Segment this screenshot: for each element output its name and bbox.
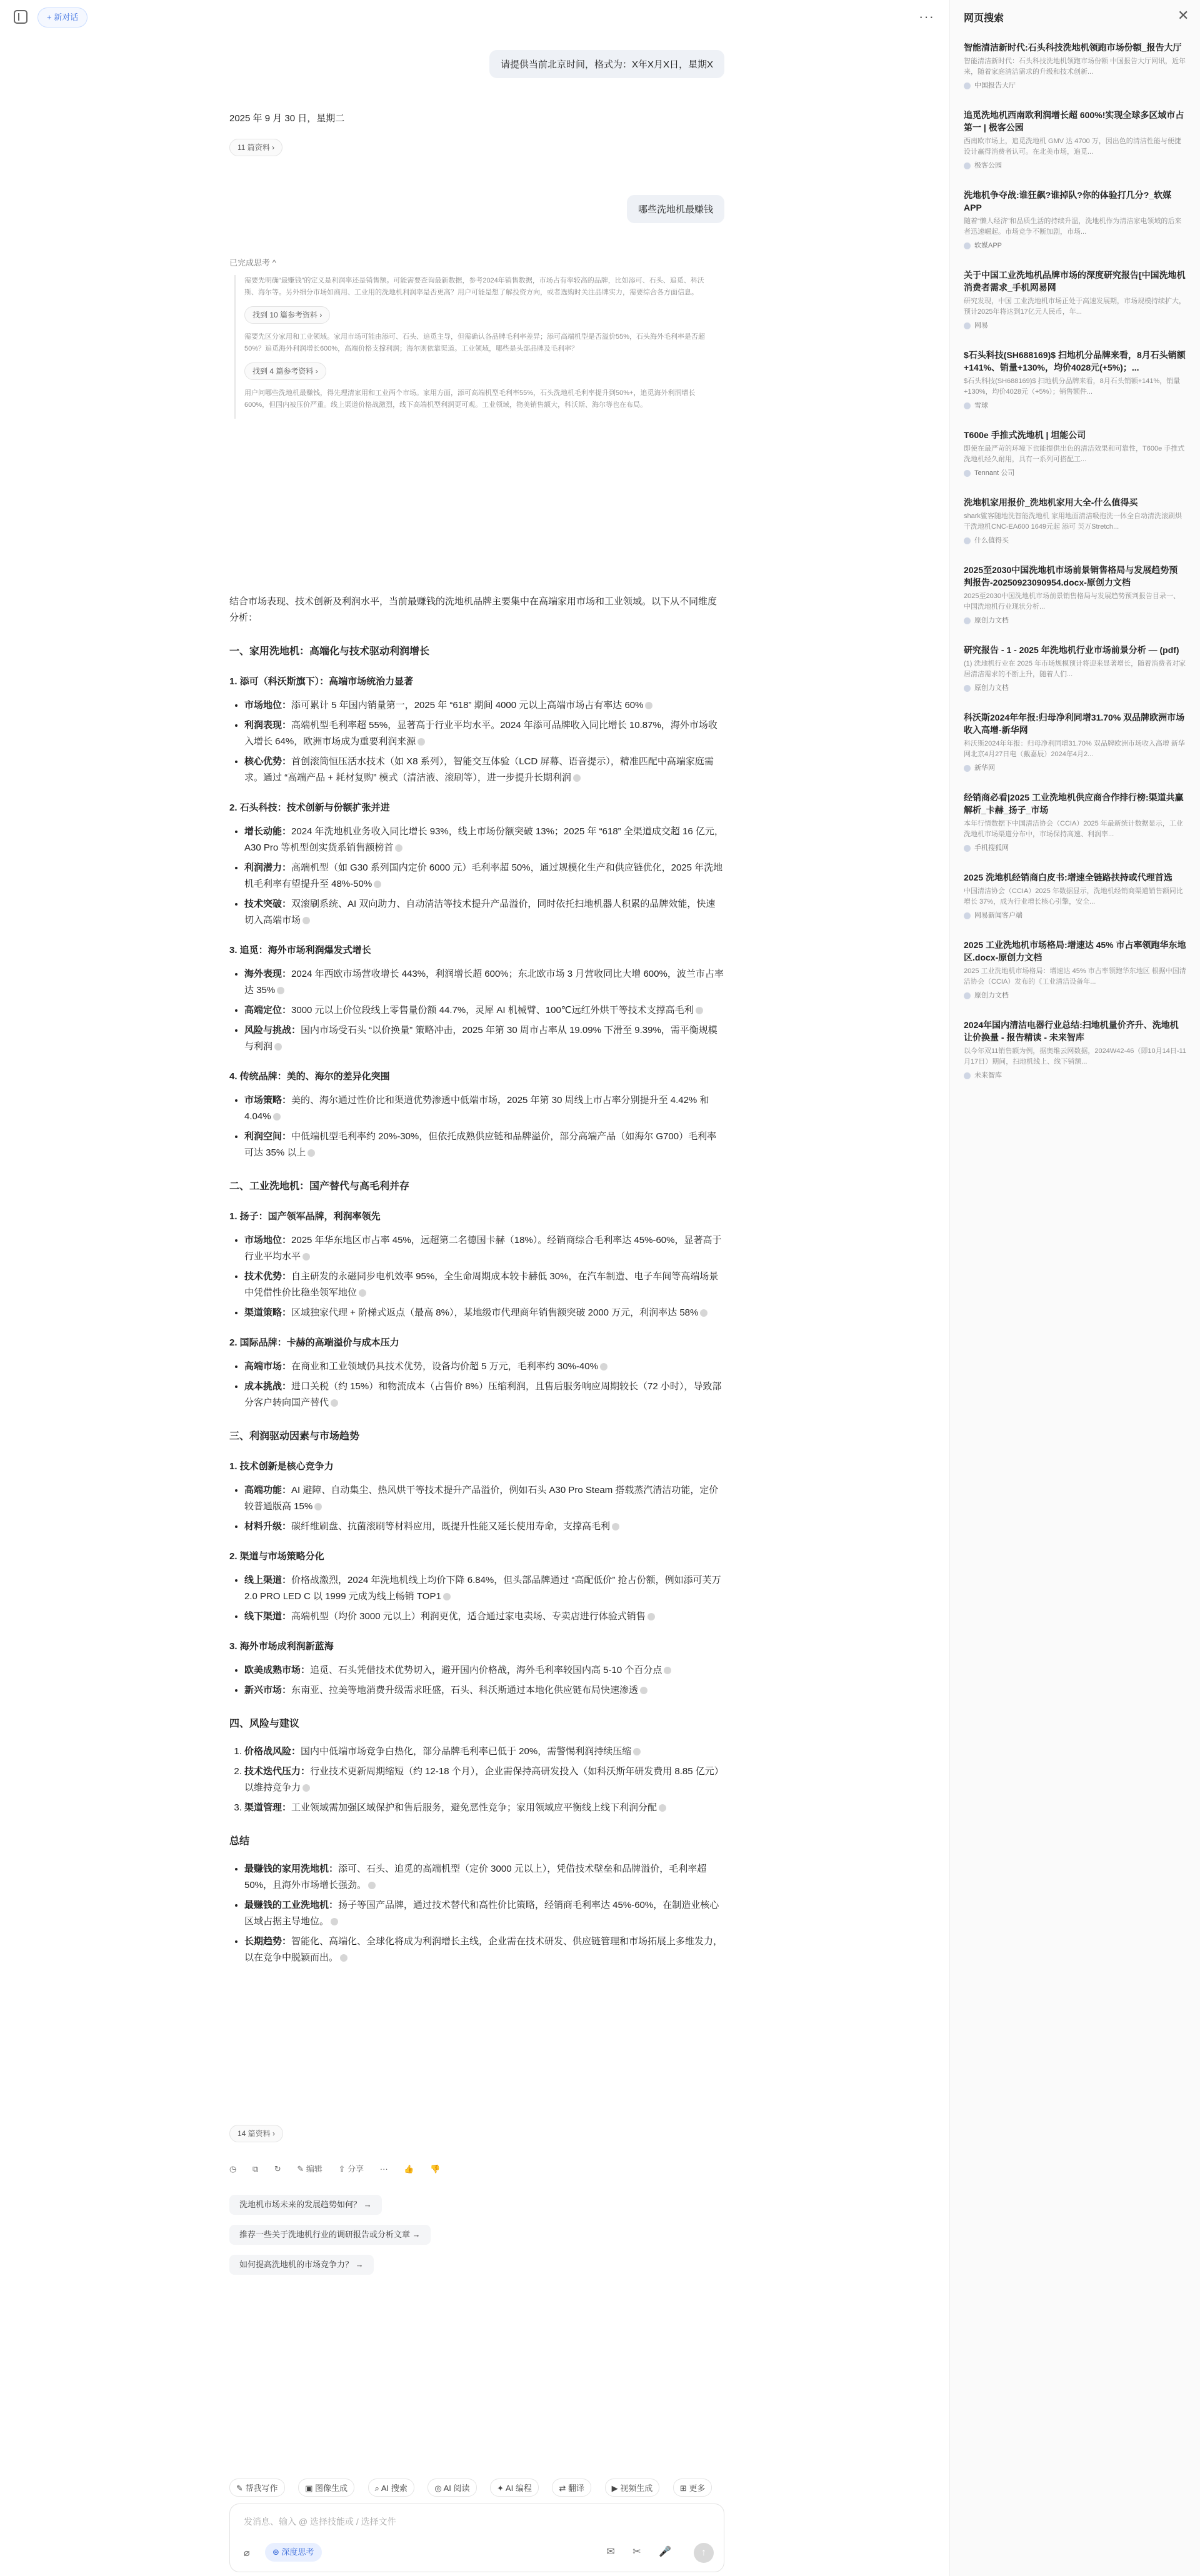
list-item — [244, 824, 724, 856]
source-favicon-icon — [964, 242, 971, 249]
message-composer — [229, 2504, 724, 2572]
item-text: 3000 元以上价位段线上零售量份额 44.7%，灵犀 AI 机械臂、100℃远红外烘干等技术支撑高毛利 — [291, 1005, 694, 1016]
source-favicon-icon — [964, 470, 971, 477]
result-title[interactable]: 智能清洁新时代:石头科技洗地机领跑市场份额_报告大厅 — [964, 42, 1182, 52]
result-title[interactable]: 研究报告 - 1 - 2025 年洗地机行业市场前景分析 — (pdf) — [964, 645, 1179, 655]
citation-icon[interactable] — [664, 1667, 671, 1674]
result-snippet: 西南欧市场上，追觅洗地机 GMV 达 4700 万，因出色的清洁性能与便捷设计赢得消费者认可。在北美市场，追觅... — [964, 137, 1181, 156]
result-snippet: (1) 洗地机行业在 2025 年市场规模预计将迎来显著增长，随着消费者对家居清洁需求的不断上升，随着人们... — [964, 660, 1186, 678]
item-text: 美的、海尔通过性价比和渠道优势渗透中低端市场，2025 年第 30 周线上市占率分别提升至 4.42% 和 4.04% — [244, 1095, 709, 1122]
source-name: 原创力文档 — [974, 617, 1009, 624]
assistant-answer-date: 2025 年 9 月 30 日，星期二 — [229, 113, 345, 124]
duplicate-icon[interactable]: ⧉ — [252, 2164, 259, 2174]
result-source — [964, 1070, 1186, 1080]
list-item — [244, 1379, 724, 1411]
item-label: 风险与挑战： — [244, 1025, 301, 1036]
list-item — [244, 1609, 724, 1625]
search-result[interactable] — [964, 269, 1186, 330]
item-label: 技术突破： — [244, 899, 292, 909]
deep-think-toggle[interactable]: ⊛ 深度思考 — [265, 2543, 322, 2562]
thumbs-up-icon[interactable]: 👍 — [404, 2164, 414, 2174]
bullet-list — [229, 1482, 724, 1535]
tool-video-gen[interactable]: ▶ 视频生成 — [605, 2479, 660, 2497]
search-result[interactable] — [964, 189, 1186, 250]
source-favicon-icon — [964, 322, 971, 329]
message-actions — [229, 2162, 454, 2174]
panel-title: 网页搜索 — [964, 13, 1004, 24]
search-result[interactable] — [964, 429, 1186, 477]
item-text: 扬子等国产品牌，通过技术替代和高性价比策略，经销商毛利率达 45%-60%，在制造业核心区域占据主导地位。 — [244, 1900, 719, 1927]
item-text: 高端机型（均价 3000 元以上）利润更优，适合通过家电卖场、专卖店进行体验式销售 — [291, 1611, 646, 1622]
search-result[interactable] — [964, 41, 1186, 90]
result-snippet: 本年行情数据下中国清洁协会（CCIA）2025 年最新统计数据显示，工业洗地机市场渠道分布中，市场保持高速、利润率... — [964, 820, 1183, 838]
attach-icon[interactable]: ⌀ — [244, 2548, 250, 2559]
result-title[interactable]: 经销商必看|2025 工业洗地机供应商合作排行榜:渠道共赢解析_卡赫_扬子_市场 — [964, 792, 1184, 815]
item-label: 新兴市场： — [244, 1685, 292, 1695]
item-text: 国内中低端市场竞争白热化，部分品牌毛利率已低于 20%，需警惕利润持续压缩 — [301, 1746, 632, 1757]
item-text: 在商业和工业领域仍具技术优势，设备均价超 5 万元，毛利率约 30%-40% — [291, 1361, 598, 1372]
result-source — [964, 320, 1186, 330]
item-text: 国内市场受石头 “以价换量” 策略冲击，2025 年第 30 周市占率从 19.09% 下滑至 9.39%，需平衡规模与利润 — [244, 1025, 718, 1052]
result-source — [964, 535, 1186, 545]
thinking-text: 需要先明确“最赚钱”的定义是利润率还是销售额。可能需要查询最新数据，参考2024年销售数据，市场占有率较高的品牌，比如添可、石头、追觅、科沃斯、海尔等。另外细分市场如商用、工业用的洗地机利润率是否更高？用户可能是想了解投资方向，或者选购时关注品牌实力，需要综合各方面信息。 — [244, 277, 704, 296]
source-favicon-icon — [964, 537, 971, 544]
thinking-sources-chip[interactable]: 找到 10 篇参考资料 › — [244, 306, 330, 324]
item-label: 最赚钱的工业洗地机： — [244, 1900, 339, 1910]
source-name: 软媒APP — [974, 242, 1002, 249]
list-item — [244, 1269, 724, 1301]
item-text: 高端机型毛利率超 55%，显著高于行业平均水平。2024 年添可品牌收入同比增长 10.87%，海外市场收入增长 64%，欧洲市场成为重要利润来源 — [244, 720, 718, 747]
item-text: 添可、石头、追觅的高端机型（定价 3000 元以上），凭借技术壁垒和品牌溢价，毛利率超 50%，且海外市场增长强劲。 — [244, 1864, 707, 1890]
result-snippet: 中国清洁协会（CCIA）2025 年数据显示，洗地机经销商渠道销售额同比增长 37%，成为行业增长核心引擎，安全... — [964, 887, 1183, 906]
result-title[interactable]: T600e 手推式洗地机 | 坦能公司 — [964, 430, 1086, 440]
citation-icon[interactable] — [443, 1593, 451, 1600]
result-snippet: 即使在最严苛的环境下也能提供出色的清洁效果和可靠性，T600e 手推式洗地机经久耐用，具有一系列可搭配工... — [964, 445, 1185, 463]
source-name: 新华网 — [974, 764, 995, 772]
citation-icon[interactable] — [331, 1918, 338, 1925]
result-title[interactable]: $石头科技(SH688169)$ 扫地机分品牌来看，8月石头销额+141%、销量+130%，均价4028元(+5%)；... — [964, 350, 1186, 372]
result-snippet: 研究发现，中国 工业洗地机市场正处于高速发展期，市场规模持续扩大，预计2025年将达到17亿元人民币，年... — [964, 297, 1186, 316]
result-snippet: shark鲨客随地洗智能洗地机 家用地面清洁吸拖洗一体全自动清洗滚刷烘干洗地机CNC-EA600 1649元起 添可 芙万Stretch... — [964, 512, 1182, 531]
citation-icon[interactable] — [277, 987, 284, 994]
list-item — [244, 966, 724, 999]
search-result[interactable] — [964, 496, 1186, 545]
list-item — [244, 1129, 724, 1161]
item-label: 最赚钱的家用洗地机： — [244, 1864, 339, 1874]
bullet-list — [229, 824, 724, 929]
item-text: 追觅、石头凭借技术优势切入，避开国内价格战，海外毛利率较国内高 5-10 个百分点 — [310, 1665, 662, 1675]
result-source — [964, 615, 1186, 625]
search-result[interactable] — [964, 1019, 1186, 1080]
source-name: 网易新闻客户端 — [974, 912, 1022, 919]
item-label: 渠道策略： — [244, 1307, 292, 1318]
item-label: 线下渠道： — [244, 1611, 292, 1622]
bullet-list — [229, 1092, 724, 1161]
list-item — [244, 1662, 724, 1679]
bullet-list — [229, 1572, 724, 1625]
user-message: 请提供当前北京时间，格式为：X年X月X日，星期X — [489, 50, 724, 78]
section-heading: 总结 — [229, 1836, 250, 1847]
result-title[interactable]: 科沃斯2024年年报:归母净利同增31.70% 双品牌欧洲市场收入高增-新华网 — [964, 712, 1185, 735]
result-title[interactable]: 2025 洗地机经销商白皮书:增速全链路扶持或代理首选 — [964, 872, 1172, 882]
composer-tool-icons[interactable]: ✉ ✂ 🎤 — [606, 2547, 679, 2557]
source-name: 未来智库 — [974, 1072, 1002, 1079]
suggested-question[interactable]: 洗地机市场未来的发展趋势如何？ → — [229, 2195, 382, 2215]
result-title[interactable]: 洗地机争夺战:谁狂飙?谁掉队?你的体验打几分?_软媒APP — [964, 190, 1172, 212]
source-name: 网易 — [974, 322, 988, 329]
suggested-question[interactable]: 如何提高洗地机的市场竞争力？ → — [229, 2255, 374, 2275]
new-chat-button[interactable]: + 新对话 — [38, 7, 88, 27]
item-text: 工业领域需加强区域保护和售后服务，避免恶性竞争；家用领域应平衡线上线下利润分配 — [291, 1802, 658, 1813]
result-title[interactable]: 2025至2030中国洗地机市场前景销售格局与发展趋势预判报告-20250923090954.docx-原创力文档 — [964, 565, 1178, 587]
item-label: 高端定位： — [244, 1005, 292, 1016]
item-label: 高端功能： — [244, 1485, 292, 1495]
item-label: 渠道管理： — [244, 1802, 292, 1813]
source-favicon-icon — [964, 765, 971, 772]
result-title[interactable]: 关于中国工业洗地机品牌市场的深度研究报告[中国洗地机消费者需求_手机网易网 — [964, 270, 1186, 292]
list-item — [244, 896, 724, 929]
result-snippet: 2025 工业洗地机市场格局：增速达 45% 市占率领跑华东地区 根据中国清洁协会（CCIA）发布的《工业清洁设备年... — [964, 967, 1186, 986]
item-text: 智能化、高端化、全球化将成为利润增长主线，企业需在技术研发、供应链管理和市场拓展上多维发力，以在竞争中脱颖而出。 — [244, 1936, 723, 1963]
item-label: 利润空间： — [244, 1131, 292, 1142]
item-label: 海外表现： — [244, 969, 292, 979]
sources-chip[interactable]: 14 篇资料 › — [229, 2125, 283, 2142]
result-title[interactable]: 追觅洗地机西南欧利润增长超 600%!实现全球多区域市占第一 | 极客公园 — [964, 110, 1184, 132]
list-item — [244, 1482, 724, 1515]
citation-icon[interactable] — [696, 1007, 703, 1014]
citation-icon[interactable] — [600, 1363, 608, 1370]
citation-icon[interactable] — [633, 1748, 641, 1755]
citation-icon[interactable] — [314, 1503, 322, 1510]
list-item — [244, 1764, 724, 1796]
citation-icon[interactable] — [640, 1687, 648, 1694]
subsection-heading: 4. 传统品牌：美的、海尔的差异化突围 — [229, 1071, 390, 1082]
citation-icon[interactable] — [418, 738, 425, 746]
source-favicon-icon — [964, 162, 971, 169]
list-item — [244, 1572, 724, 1605]
assistant-answer — [229, 594, 724, 1974]
bullet-list — [229, 1232, 724, 1321]
thumbs-down-icon[interactable]: 👎 — [430, 2164, 441, 2174]
result-snippet: 2025至2030中国洗地机市场前景销售格局与发展趋势预判报告目录一、中国洗地机行业现状分析... — [964, 592, 1180, 611]
source-name: 原创力文档 — [974, 992, 1009, 999]
citation-icon[interactable] — [700, 1309, 708, 1317]
item-label: 长期趋势： — [244, 1936, 292, 1947]
result-snippet: $石头科技(SH688169)$ 扫地机分品牌来看，8月石头销额+141%，销量+130%，均价4028元（+5%）；销售额件... — [964, 377, 1181, 396]
result-source — [964, 240, 1186, 250]
list-item — [244, 1897, 724, 1930]
list-item — [244, 1519, 724, 1535]
item-label: 成本挑战： — [244, 1381, 292, 1392]
item-label: 技术迭代压力： — [244, 1766, 311, 1777]
list-item — [244, 1092, 724, 1125]
subsection-heading: 1. 扬子：国产领军品牌，利润率领先 — [229, 1211, 381, 1222]
item-text: 东南亚、拉美等地消费升级需求旺盛，石头、科沃斯通过本地化供应链布局快速渗透 — [291, 1685, 639, 1695]
web-search-panel — [949, 0, 1200, 2576]
result-source — [964, 400, 1186, 410]
citation-icon[interactable] — [648, 1613, 655, 1620]
result-source — [964, 467, 1186, 477]
item-text: 自主研发的永磁同步电机效率 95%，全生命周期成本较卡赫低 30%，在汽车制造、电子车间等高端场景中凭借性价比稳坐领军地位 — [244, 1271, 719, 1298]
source-name: 原创力文档 — [974, 684, 1009, 692]
search-result[interactable] — [964, 109, 1186, 170]
citation-icon[interactable] — [368, 1882, 376, 1889]
result-snippet: 科沃斯2024年年报：归母净利同增31.70% 双品牌欧洲市场收入高增 新华网北京4月27日电（戴嘉辰）2024年4月2... — [964, 740, 1185, 758]
list-item — [244, 1861, 724, 1894]
result-snippet: 智能清洁新时代：石头科技洗地机领跑市场份额 中国报告大厅网讯，近年来，随着家庭清洁需求的升级和技术创新... — [964, 57, 1186, 76]
tool-ai-search[interactable]: ⌕ AI 搜索 — [368, 2479, 414, 2497]
list-item — [244, 1800, 724, 1816]
subsection-heading: 2. 国际品牌：卡赫的高端溢价与成本压力 — [229, 1337, 399, 1348]
citation-icon[interactable] — [302, 1253, 310, 1261]
list-item — [244, 1305, 724, 1321]
item-text: 进口关税（约 15%）和物流成本（占售价 8%）压缩利润，且售后服务响应周期较长（72 小时），导致部分客户转向国产替代 — [244, 1381, 722, 1408]
item-label: 市场地位： — [244, 1235, 292, 1246]
tool-translate[interactable]: ⇄ 翻译 — [552, 2479, 591, 2497]
sidebar-toggle-icon[interactable] — [14, 10, 28, 24]
sources-chip[interactable]: 11 篇资料 › — [229, 139, 282, 156]
result-source — [964, 762, 1186, 772]
list-item — [244, 717, 724, 750]
bullet-list — [229, 1861, 724, 1966]
message-input[interactable]: 发消息、输入 @ 选择技能或 / 选择文件 — [244, 2517, 396, 2527]
item-label: 高端市场： — [244, 1361, 292, 1372]
citation-icon[interactable] — [612, 1523, 619, 1530]
source-favicon-icon — [964, 992, 971, 999]
more-options-icon[interactable]: ··· — [919, 9, 934, 24]
search-results — [964, 41, 1186, 1099]
user-message: 哪些洗地机最赚钱 — [627, 195, 724, 223]
item-text: 添可累计 5 年国内销量第一，2025 年 “618” 期间 4000 元以上高端市场占有率达 60% — [291, 700, 644, 711]
citation-icon[interactable] — [395, 844, 402, 852]
source-favicon-icon — [964, 845, 971, 852]
citation-icon[interactable] — [274, 1043, 282, 1051]
search-result[interactable] — [964, 349, 1186, 410]
tool-ai-read[interactable]: ◎ AI 阅读 — [428, 2479, 476, 2497]
source-favicon-icon — [964, 1072, 971, 1079]
item-label: 核心优势： — [244, 756, 292, 767]
thinking-toggle[interactable]: 已完成思考 ^ — [229, 258, 276, 267]
result-source — [964, 990, 1186, 1000]
list-item — [244, 1682, 724, 1699]
search-result[interactable] — [964, 871, 1186, 920]
list-item — [244, 1002, 724, 1019]
thinking-sources-chip[interactable]: 找到 4 篇参考资料 › — [244, 362, 326, 380]
item-label: 市场地位： — [244, 700, 292, 711]
item-label: 增长动能： — [244, 826, 292, 837]
result-source — [964, 80, 1186, 90]
item-label: 技术优势： — [244, 1271, 292, 1282]
citation-icon[interactable] — [331, 1399, 338, 1407]
edit-button[interactable]: ✎ 编辑 — [297, 2164, 322, 2174]
tool-writing[interactable]: ✎ 帮我写作 — [229, 2479, 285, 2497]
citation-icon[interactable] — [374, 881, 381, 888]
result-title[interactable]: 2024年国内清洁电器行业总结:扫地机量价齐升、洗地机让价换量 - 报告精读 - 未来智库 — [964, 1020, 1179, 1042]
subsection-heading: 3. 追觅：海外市场利润爆发式增长 — [229, 945, 371, 956]
bullet-list — [229, 697, 724, 786]
send-button[interactable]: ↑ — [694, 2543, 714, 2563]
item-label: 欧美成熟市场： — [244, 1665, 311, 1675]
answer-intro: 结合市场表现、技术创新及利润水平，当前最赚钱的洗地机品牌主要集中在高端家用市场和工业领域。以下从不同维度分析： — [229, 596, 718, 623]
list-item — [244, 754, 724, 786]
thinking-text: 需要先区分家用和工业领域。家用市场可能由添可、石头、追觅主导，但需确认各品牌毛利率差异；添可高端机型是否溢价55%，石头海外毛利率是否超50%？追觅海外利润增长600%，高端价格支撑利润；海尔则依靠渠道。工业领域，哪些是头部品牌及毛利率？ — [244, 333, 706, 352]
list-item — [244, 1232, 724, 1265]
source-name: 什么值得买 — [974, 537, 1009, 544]
result-title[interactable]: 2025 工业洗地机市场格局:增速达 45% 市占率领跑华东地区.docx-原创力文档 — [964, 940, 1186, 962]
close-icon[interactable]: ✕ — [1178, 7, 1189, 23]
item-text: 价格战激烈，2024 年洗地机线上均价下降 6.84%，但头部品牌通过 “高配低价” 抢占份额，例如添可芙万 2.0 PRO LED C 以 1999 元成为线上畅销 TOP1 — [244, 1575, 721, 1602]
item-label: 价格战风险： — [244, 1746, 301, 1757]
section-heading: 三、利润驱动因素与市场趋势 — [229, 1431, 360, 1442]
citation-icon[interactable] — [645, 702, 652, 709]
citation-icon[interactable] — [302, 917, 310, 924]
thinking-text: 用户问哪些洗地机最赚钱，得先理清家用和工业两个市场。家用方面，添可高端机型毛利率55%，石头洗地机毛利率提升到50%+，追觅海外利润增长600%，但国内被压价严重。线上渠道价格战激烈，线下高端机型利润更可观。工业领域，物美销售额大，科沃斯、海尔等也在布局。 — [244, 389, 696, 409]
list-item — [244, 697, 724, 714]
item-text: 2024 年洗地机业务收入同比增长 93%，线上市场份额突破 13%；2025 年 “618” 全渠道成交超 16 亿元，A30 Pro 等机型创实货系销售额榜首 — [244, 826, 724, 853]
thinking-panel — [234, 275, 712, 419]
citation-icon[interactable] — [359, 1289, 366, 1297]
section-heading: 四、风险与建议 — [229, 1719, 300, 1729]
tool-ai-code[interactable]: ✦ AI 编程 — [490, 2479, 539, 2497]
item-label: 利润潜力： — [244, 862, 292, 873]
source-favicon-icon — [964, 82, 971, 89]
item-text: AI 避障、自动集尘、热风烘干等技术提升产品溢价，例如石头 A30 Pro Steam 搭载蒸汽清洁功能，定价较普通版高 15% — [244, 1485, 719, 1512]
list-item — [244, 1359, 724, 1375]
result-source — [964, 160, 1186, 170]
result-source — [964, 842, 1186, 852]
list-item — [244, 1744, 724, 1760]
citation-icon[interactable] — [659, 1804, 666, 1812]
subsection-heading: 1. 添可（科沃斯旗下）：高端市场统治力显著 — [229, 676, 414, 687]
suggested-question[interactable]: 推荐一些关于洗地机行业的调研报告或分析文章 → — [229, 2225, 431, 2245]
source-favicon-icon — [964, 402, 971, 409]
subsection-heading: 3. 海外市场成利润新蓝海 — [229, 1641, 334, 1652]
source-favicon-icon — [964, 617, 971, 624]
item-label: 利润表现： — [244, 720, 292, 731]
citation-icon[interactable] — [302, 1784, 310, 1792]
item-label: 材料升级： — [244, 1521, 292, 1532]
source-name: 雪球 — [974, 402, 988, 409]
source-name: 极客公园 — [974, 162, 1002, 169]
subsection-heading: 2. 渠道与市场策略分化 — [229, 1551, 324, 1562]
result-source — [964, 910, 1186, 920]
search-result[interactable] — [964, 711, 1186, 772]
search-result[interactable] — [964, 791, 1186, 852]
result-snippet: 以今年双11销售额为例，据奥维云网数据，2024W42-46（即10月14日-11月17日）期间，扫地机线上、线下销额... — [964, 1047, 1186, 1066]
item-text: 高端机型（如 G30 系列国内定价 6000 元）毛利率超 50%，通过规模化生产和供应链优化，2025 年洗地机毛利率有望提升至 48%-50% — [244, 862, 723, 889]
list-item — [244, 1022, 724, 1055]
tool-more[interactable]: ⊞ 更多 — [673, 2479, 712, 2497]
list-item — [244, 860, 724, 892]
item-text: 中低端机型毛利率约 20%-30%，但依托成熟供应链和品牌溢价，部分高端产品（如海尔 G700）毛利率可达 35% 以上 — [244, 1131, 717, 1158]
item-text: 双滚刷系统、AI 双向助力、自动清洁等技术提升产品溢价，同时依托扫地机器人积累的品牌效能，快速切入高端市场 — [244, 899, 716, 926]
share-button[interactable]: ⇪ 分享 — [338, 2164, 364, 2174]
search-result[interactable] — [964, 644, 1186, 692]
result-snippet: 随着“懒人经济”和品质生活的持续升温，洗地机作为清洁家电领域的后来者迅速崛起。市场竞争不断加剧，市场... — [964, 217, 1182, 236]
item-label: 市场策略： — [244, 1095, 292, 1106]
more-icon[interactable]: ··· — [379, 2164, 388, 2174]
regenerate-icon[interactable]: ↻ — [274, 2164, 281, 2174]
item-text: 2025 年华东地区市占率 45%，远超第二名德国卡赫（18%）。经销商综合毛利率达 45%-60%，显著高于行业平均水平 — [244, 1235, 722, 1262]
source-name: 手机搜狐网 — [974, 844, 1009, 852]
citation-icon[interactable] — [273, 1113, 281, 1121]
item-text: 首创滚筒恒压活水技术（如 X8 系列），智能交互体验（LCD 屏幕、语音提示），精准匹配中高端家庭需求。通过 “高端产品 + 耗材复购” 模式（清洁液、滚刷等），进一步提升长期利润 — [244, 756, 714, 783]
bullet-list — [229, 1662, 724, 1699]
item-label: 线上渠道： — [244, 1575, 292, 1585]
subsection-heading: 1. 技术创新是核心竞争力 — [229, 1461, 334, 1472]
source-name: Tennant 公司 — [974, 469, 1015, 477]
section-heading: 一、家用洗地机：高端化与技术驱动利润增长 — [229, 646, 430, 657]
item-text: 区域独家代理 + 阶梯式返点（最高 8%），某地级市代理商年销售额突破 2000 万元，利润率达 58% — [291, 1307, 699, 1318]
source-favicon-icon — [964, 685, 971, 692]
subsection-heading: 2. 石头科技：技术创新与份额扩张并进 — [229, 802, 390, 813]
item-text: 行业技术更新周期缩短（约 12-18 个月），企业需保持高研发投入（如科沃斯年研发费用 8.85 亿元）以维持竞争力 — [244, 1766, 724, 1793]
result-title[interactable]: 洗地机家用报价_洗地机家用大全-什么值得买 — [964, 497, 1138, 507]
search-result[interactable] — [964, 939, 1186, 1000]
citation-icon[interactable] — [308, 1149, 315, 1157]
bullet-list — [229, 966, 724, 1055]
section-heading: 二、工业洗地机：国产替代与高毛利并存 — [229, 1181, 410, 1192]
list-item — [244, 1934, 724, 1966]
top-bar — [0, 0, 949, 35]
search-result[interactable] — [964, 564, 1186, 625]
result-source — [964, 682, 1186, 692]
source-name: 中国报告大厅 — [974, 82, 1016, 89]
citation-icon[interactable] — [340, 1954, 348, 1962]
item-text: 碳纤维刷盘、抗菌滚刷等材料应用，既提升性能又延长使用寿命，支撑高毛利 — [291, 1521, 611, 1532]
copy-icon[interactable]: ◷ — [229, 2164, 237, 2174]
numbered-list — [229, 1744, 724, 1816]
bullet-list — [229, 1359, 724, 1411]
quick-tools-bar — [229, 2479, 723, 2497]
source-favicon-icon — [964, 912, 971, 919]
citation-icon[interactable] — [573, 774, 581, 782]
item-text: 2024 年西欧市场营收增长 443%，利润增长超 600%；东北欧市场 3 月营收同比大增 600%，波兰市占率达 35% — [244, 969, 724, 996]
tool-image-gen[interactable]: ▣ 图像生成 — [298, 2479, 354, 2497]
